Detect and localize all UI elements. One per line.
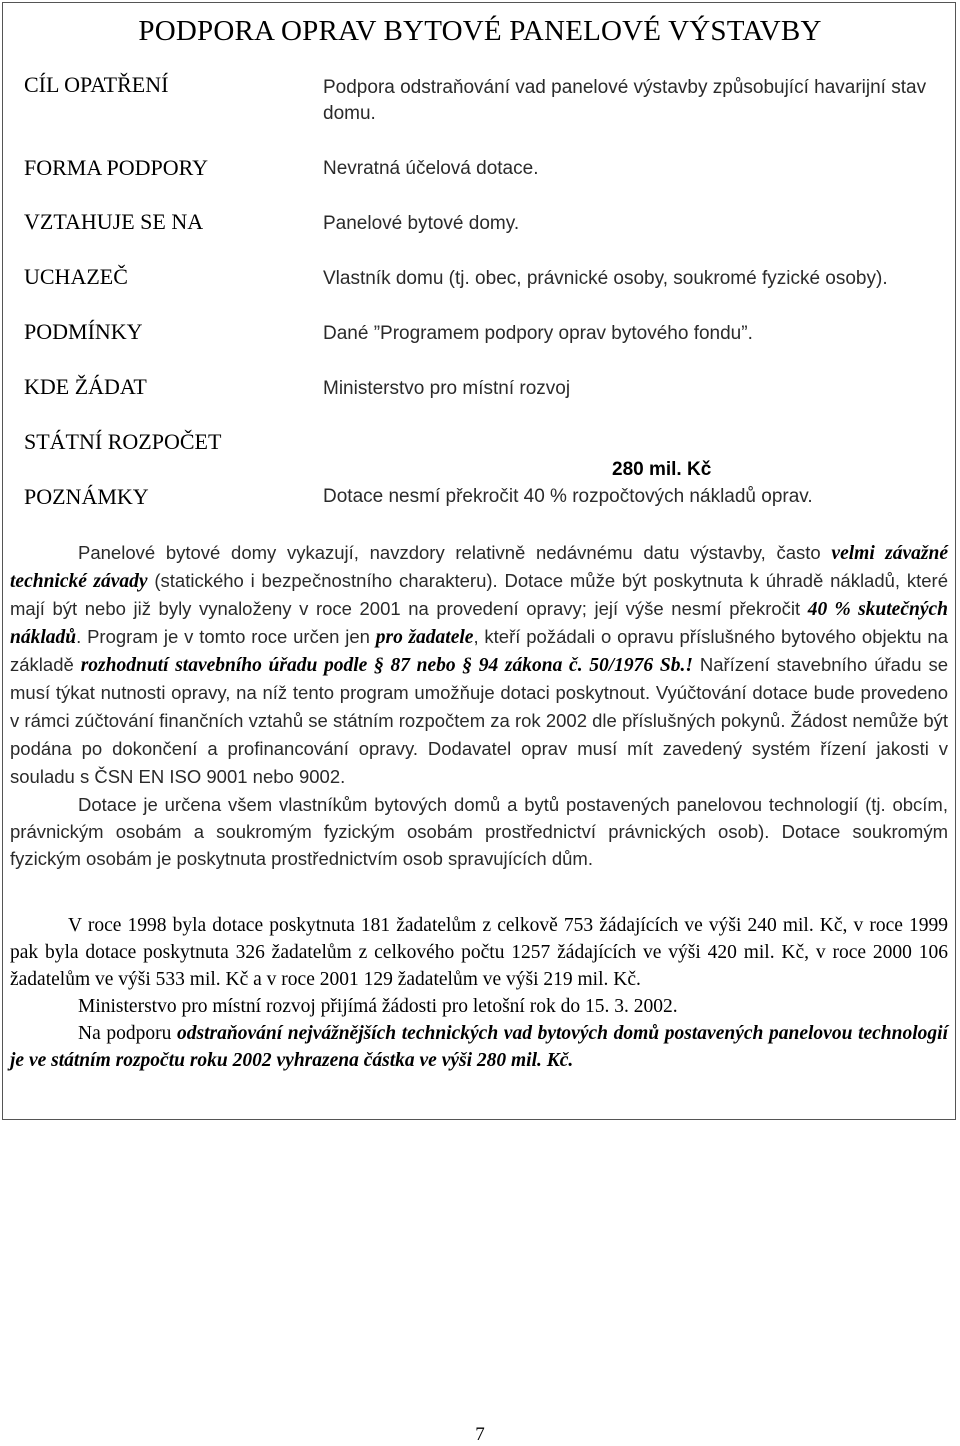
label-cil-opatreni: CÍL OPATŘENÍ xyxy=(24,72,169,97)
value-cil-opatreni: Podpora odstraňování vad panelové výstavby způsobující havarijní stav domu. xyxy=(323,77,927,124)
label-uchazec: UCHAZEČ xyxy=(24,264,128,289)
value-forma-podpory: Nevratná účelová dotace. xyxy=(323,158,539,179)
value-kde-zadat: Ministerstvo pro místní rozvoj xyxy=(323,378,571,399)
summary-paragraph-1: V roce 1998 byla dotace poskytnuta 181 žadatelům z celkově 753 žádajících ve výši 240 mil. Kč, v roce 1999 pak byla dotace poskytnuta 326 žadatelům z celkového počtu 1257 žádajících ve výši 420 mil. Kč, v roce 2000 106 žadatelům ve výši 533 mil. Kč a v roce 2001 129 žadatelům ve výši 219 mil. Kč. xyxy=(10,915,948,990)
summary-paragraph-2: Ministerstvo pro místní rozvoj přijímá žádosti pro letošní rok do 15. 3. 2002. xyxy=(78,996,678,1017)
page-title: PODPORA OPRAV BYTOVÉ PANELOVÉ VÝSTAVBY xyxy=(138,15,822,47)
label-kde-zadat: KDE ŽÁDAT xyxy=(24,374,147,399)
notes-paragraph-1: Panelové bytové domy vykazují, navzdory relativně nedávnému datu výstavby, často velmi závažné technické závady (statického i bezpečnostního charakteru). Dotace může být poskytnuta k úhradě nákladů, které mají být nebo již byly vynaloženy v roce 2001 na provedení opravy; její výše nesmí překročit 40 % skutečných nákladů. Program je v tomto roce určen jen pro žadatele, kteří požádali o opravu příslušného bytového objektu na základě rozhodnutí stavebního úřadu podle § 87 nebo § 94 zákona č. 50/1976 Sb.! Nařízení stavebního úřadu se musí týkat nutnosti opravy, na níž tento program umožňuje dotaci poskytnout. Vyúčtování dotace bude provedeno v rámci zúčtování finančních vztahů se státním rozpočtem za rok 2002 dle příslušných pokynů. Žádost nemůže být podána po dokončení a profinancování opravy. Dodavatel oprav musí mít zavedený systém řízení jakosti v souladu s ČSN EN ISO 9001 nebo 9002. xyxy=(10,542,949,787)
value-podminky: Dané ”Programem podpory oprav bytového fondu”. xyxy=(323,323,753,344)
notes-paragraph-2: Dotace je určena všem vlastníkům bytových domů a bytů postavených panelovou technologií (tj. obcím, právnickým osobám a soukromým fyzickým osobám prostřednictví právnických osob). Dotace soukromým fyzickým osobám je poskytnuta prostřednictvím osob spravujících dům. xyxy=(10,794,948,869)
label-vztahuje-se-na: VZTAHUJE SE NA xyxy=(24,209,204,234)
summary-section xyxy=(10,912,948,1074)
page-number: 7 xyxy=(475,1424,485,1445)
label-statni-rozpocet: STÁTNÍ ROZPOČET xyxy=(24,429,222,454)
label-poznamky: POZNÁMKY xyxy=(24,484,149,509)
label-podminky: PODMÍNKY xyxy=(24,319,143,344)
label-forma-podpory: FORMA PODPORY xyxy=(24,155,209,180)
value-statni-rozpocet: 280 mil. Kč xyxy=(612,459,712,480)
summary-paragraph-3: Na podporu odstraňování nejvážnějších technických vad bytových domů postavených panelovou technologií je ve státním rozpočtu roku 2002 vyhrazena částka ve výši 280 mil. Kč. xyxy=(10,1023,949,1071)
value-vztahuje-se-na: Panelové bytové domy. xyxy=(323,213,520,234)
value-uchazec: Vlastník domu (tj. obec, právnické osoby, soukromé fyzické osoby). xyxy=(323,268,888,289)
notes-section xyxy=(10,539,948,872)
value-poznamky: Dotace nesmí překročit 40 % rozpočtových nákladů oprav. xyxy=(323,486,813,507)
